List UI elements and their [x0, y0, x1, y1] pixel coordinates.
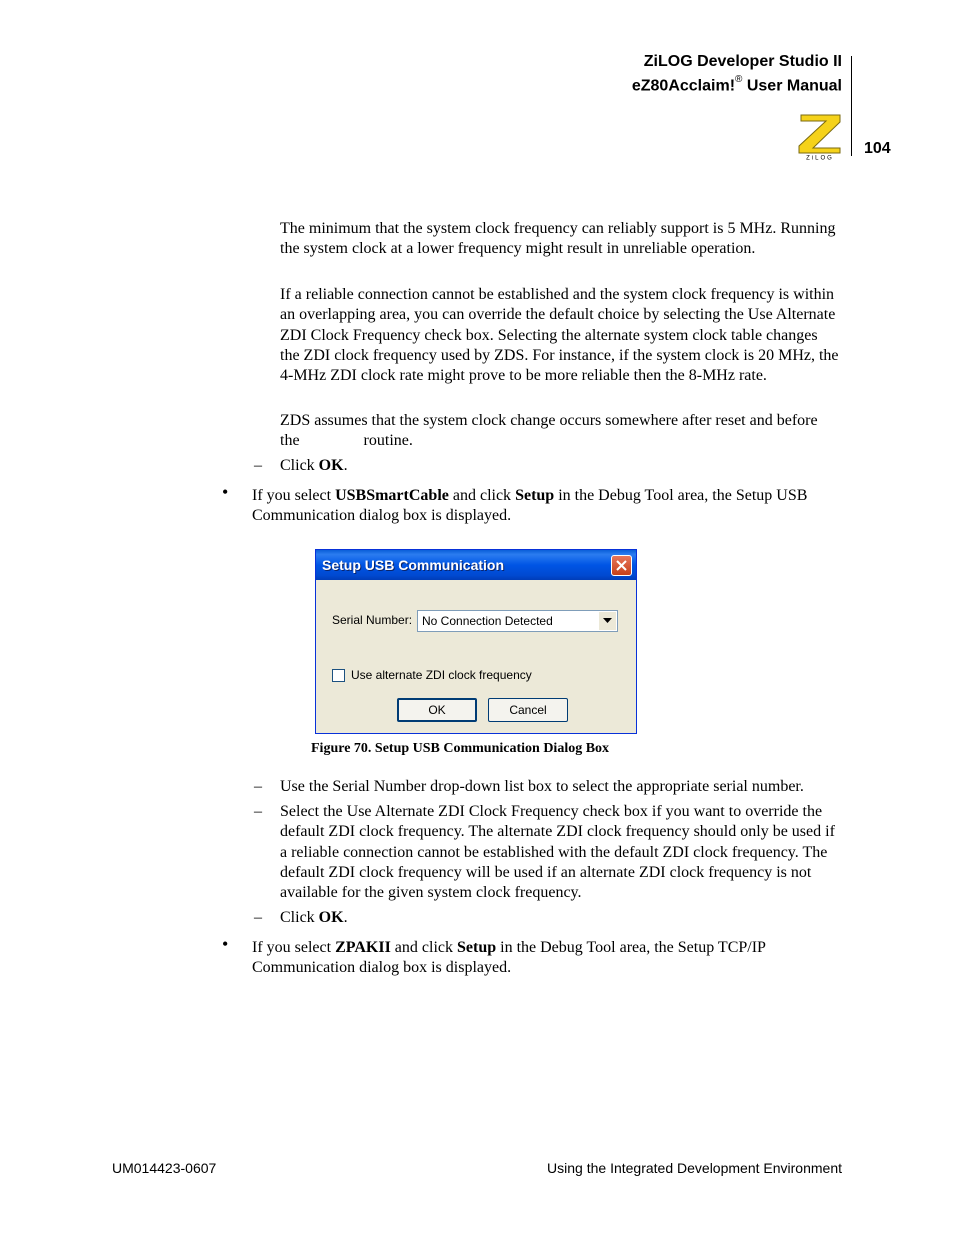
paragraph: ZDS assumes that the system clock change occurs somewhere after reset and before the routine. — [280, 412, 818, 450]
dash-marker: – — [254, 778, 262, 795]
figure-caption: Figure 70. Setup USB Communication Dialog Box — [311, 741, 610, 756]
logo-wordmark: ZiLOG — [806, 155, 834, 160]
dash-marker: – — [254, 803, 262, 820]
document-header — [632, 52, 842, 96]
alternate-zdi-label[interactable]: Use alternate ZDI clock frequency — [351, 668, 532, 682]
header-title-line1: ZiLOG Developer Studio II — [643, 53, 842, 70]
chevron-down-icon — [603, 618, 612, 624]
serial-number-label: Serial Number: — [332, 613, 413, 627]
header-manual-label: User Manual — [742, 77, 842, 95]
paragraph: If a reliable connection cannot be established and the system clock frequency is within an overlapping area, you can override the default choice by selecting the Use Alternate ZDI Clock Frequency check box. Selecting the alternate system clock table changes the ZDI clock frequency used by ZDS. For instance, if the system clock is 20 MHz, the 4-MHz ZDI clock rate might prove to be more reliable then the 8-MHz rate. — [280, 286, 839, 385]
footer-section: Using the Integrated Development Environment — [547, 1160, 842, 1176]
dash-marker: – — [254, 909, 262, 926]
footer-doc-id: UM014423-0607 — [112, 1160, 217, 1176]
zilog-logo — [795, 112, 845, 160]
bullet-marker: • — [222, 482, 229, 502]
setup-usb-dialog — [315, 549, 637, 734]
page-number: 104 — [864, 140, 891, 157]
paragraph: The minimum that the system clock frequency can reliably support is 5 MHz. Running the system clock at a lower frequency might result in unreliable operation. — [280, 220, 836, 258]
bullet-marker: • — [222, 934, 229, 954]
cancel-button[interactable]: Cancel — [488, 698, 568, 722]
ok-button[interactable]: OK — [397, 698, 477, 722]
serial-number-value: No Connection Detected — [422, 614, 553, 628]
dialog-title: Setup USB Communication — [322, 557, 505, 573]
dialog-titlebar — [316, 550, 636, 580]
header-divider — [851, 56, 852, 156]
registered-mark: ® — [735, 74, 743, 85]
serial-number-dropdown[interactable] — [417, 610, 618, 632]
header-title-line2 — [632, 72, 842, 96]
header-product-name: eZ80Acclaim! — [631, 77, 736, 95]
alternate-zdi-checkbox[interactable] — [332, 669, 345, 682]
dash-marker: – — [254, 457, 262, 474]
close-icon — [615, 559, 628, 572]
close-button[interactable] — [611, 555, 632, 576]
dropdown-button[interactable] — [598, 612, 616, 630]
